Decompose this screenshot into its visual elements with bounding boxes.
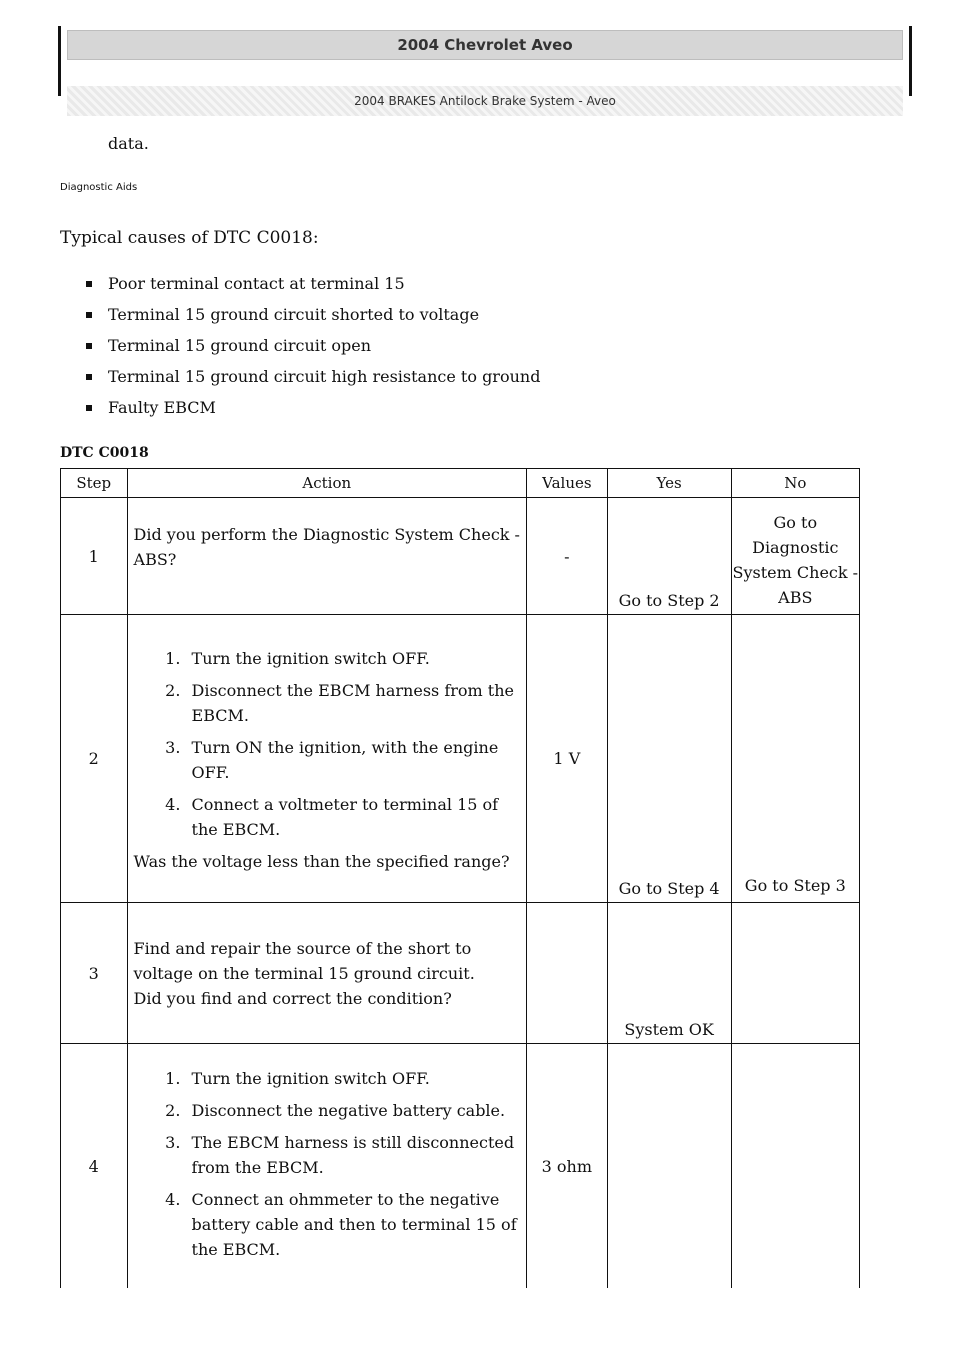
step-values: 1 V: [527, 615, 608, 903]
cause-text: Terminal 15 ground circuit open: [108, 336, 372, 355]
bullet-icon: [86, 312, 92, 318]
table-row: [61, 903, 860, 1044]
substep-list: [134, 646, 521, 842]
list-item: [86, 361, 540, 392]
cause-text: Terminal 15 ground circuit shorted to voltage: [108, 305, 480, 324]
step-yes: System OK: [607, 903, 731, 1044]
step-no: Go to Step 3: [731, 615, 859, 903]
table-row: [61, 498, 860, 615]
substep: 1. Turn the ignition switch OFF.: [186, 1066, 521, 1091]
cause-text: Faulty EBCM: [108, 398, 216, 417]
bullet-icon: [86, 405, 92, 411]
bullet-icon: [86, 343, 92, 349]
step-values: -: [527, 498, 608, 615]
step-number: 4: [61, 1044, 128, 1289]
lead-text: data.: [108, 134, 149, 153]
step-number: 3: [61, 903, 128, 1044]
substep: 1. Turn the ignition switch OFF.: [186, 646, 521, 671]
action-text: Did you perform the Diagnostic System Check - ABS?: [133, 525, 520, 569]
header-subtitle: 2004 BRAKES Antilock Brake System - Aveo: [67, 86, 903, 116]
step-action: [127, 498, 527, 615]
question-text: Was the voltage less than the specified range?: [133, 851, 510, 871]
causes-title: Typical causes of DTC C0018:: [60, 228, 319, 248]
table-row: [61, 615, 860, 903]
substep: 2. Disconnect the EBCM harness from the EBCM.: [186, 678, 521, 728]
substep-list: [134, 1066, 521, 1262]
bullet-icon: [86, 281, 92, 287]
table-header-row: [61, 469, 860, 498]
step-yes: [607, 1044, 731, 1289]
column-header-values: Values: [527, 469, 608, 498]
list-item: [86, 330, 540, 361]
substep: 4. Connect a voltmeter to terminal 15 of the EBCM.: [186, 792, 521, 842]
substep: 4. Connect an ohmmeter to the negative battery cable and then to terminal 15 of the EBCM.: [186, 1187, 521, 1262]
step-number: 1: [61, 498, 128, 615]
step-values: [527, 903, 608, 1044]
diagnostic-aids-heading: Diagnostic Aids: [60, 182, 138, 193]
cause-text: Poor terminal contact at terminal 15: [108, 274, 405, 293]
substep: 3. Turn ON the ignition, with the engine OFF.: [186, 735, 521, 785]
column-header-step: Step: [61, 469, 128, 498]
step-no: [731, 903, 859, 1044]
step-number: 2: [61, 615, 128, 903]
table-title: DTC C0018: [60, 445, 149, 461]
header-title: 2004 Chevrolet Aveo: [67, 30, 903, 60]
step-action: [127, 1044, 527, 1289]
column-header-action: Action: [127, 469, 527, 498]
step-action: [127, 615, 527, 903]
step-no: Go to Diagnostic System Check - ABS: [731, 498, 859, 615]
step-yes: Go to Step 4: [607, 615, 731, 903]
step-values: 3 ohm: [527, 1044, 608, 1289]
substep: 3. The EBCM harness is still disconnected from the EBCM.: [186, 1130, 521, 1180]
list-item: [86, 299, 540, 330]
table-row: [61, 1044, 860, 1289]
action-text: Find and repair the source of the short to voltage on the terminal 15 ground circuit.: [133, 938, 475, 983]
substep: 2. Disconnect the negative battery cable.: [186, 1098, 521, 1123]
list-item: [86, 392, 540, 423]
step-action: [127, 903, 527, 1044]
causes-list: [86, 268, 540, 423]
document-header: [58, 26, 912, 108]
cause-text: Terminal 15 ground circuit high resistance to ground: [108, 367, 541, 386]
question-text: Did you find and correct the condition?: [133, 988, 452, 1008]
column-header-no: No: [731, 469, 859, 498]
step-yes: Go to Step 2: [607, 498, 731, 615]
bullet-icon: [86, 374, 92, 380]
column-header-yes: Yes: [607, 469, 731, 498]
list-item: [86, 268, 540, 299]
step-no: [731, 1044, 859, 1289]
dtc-table: [60, 468, 860, 1288]
